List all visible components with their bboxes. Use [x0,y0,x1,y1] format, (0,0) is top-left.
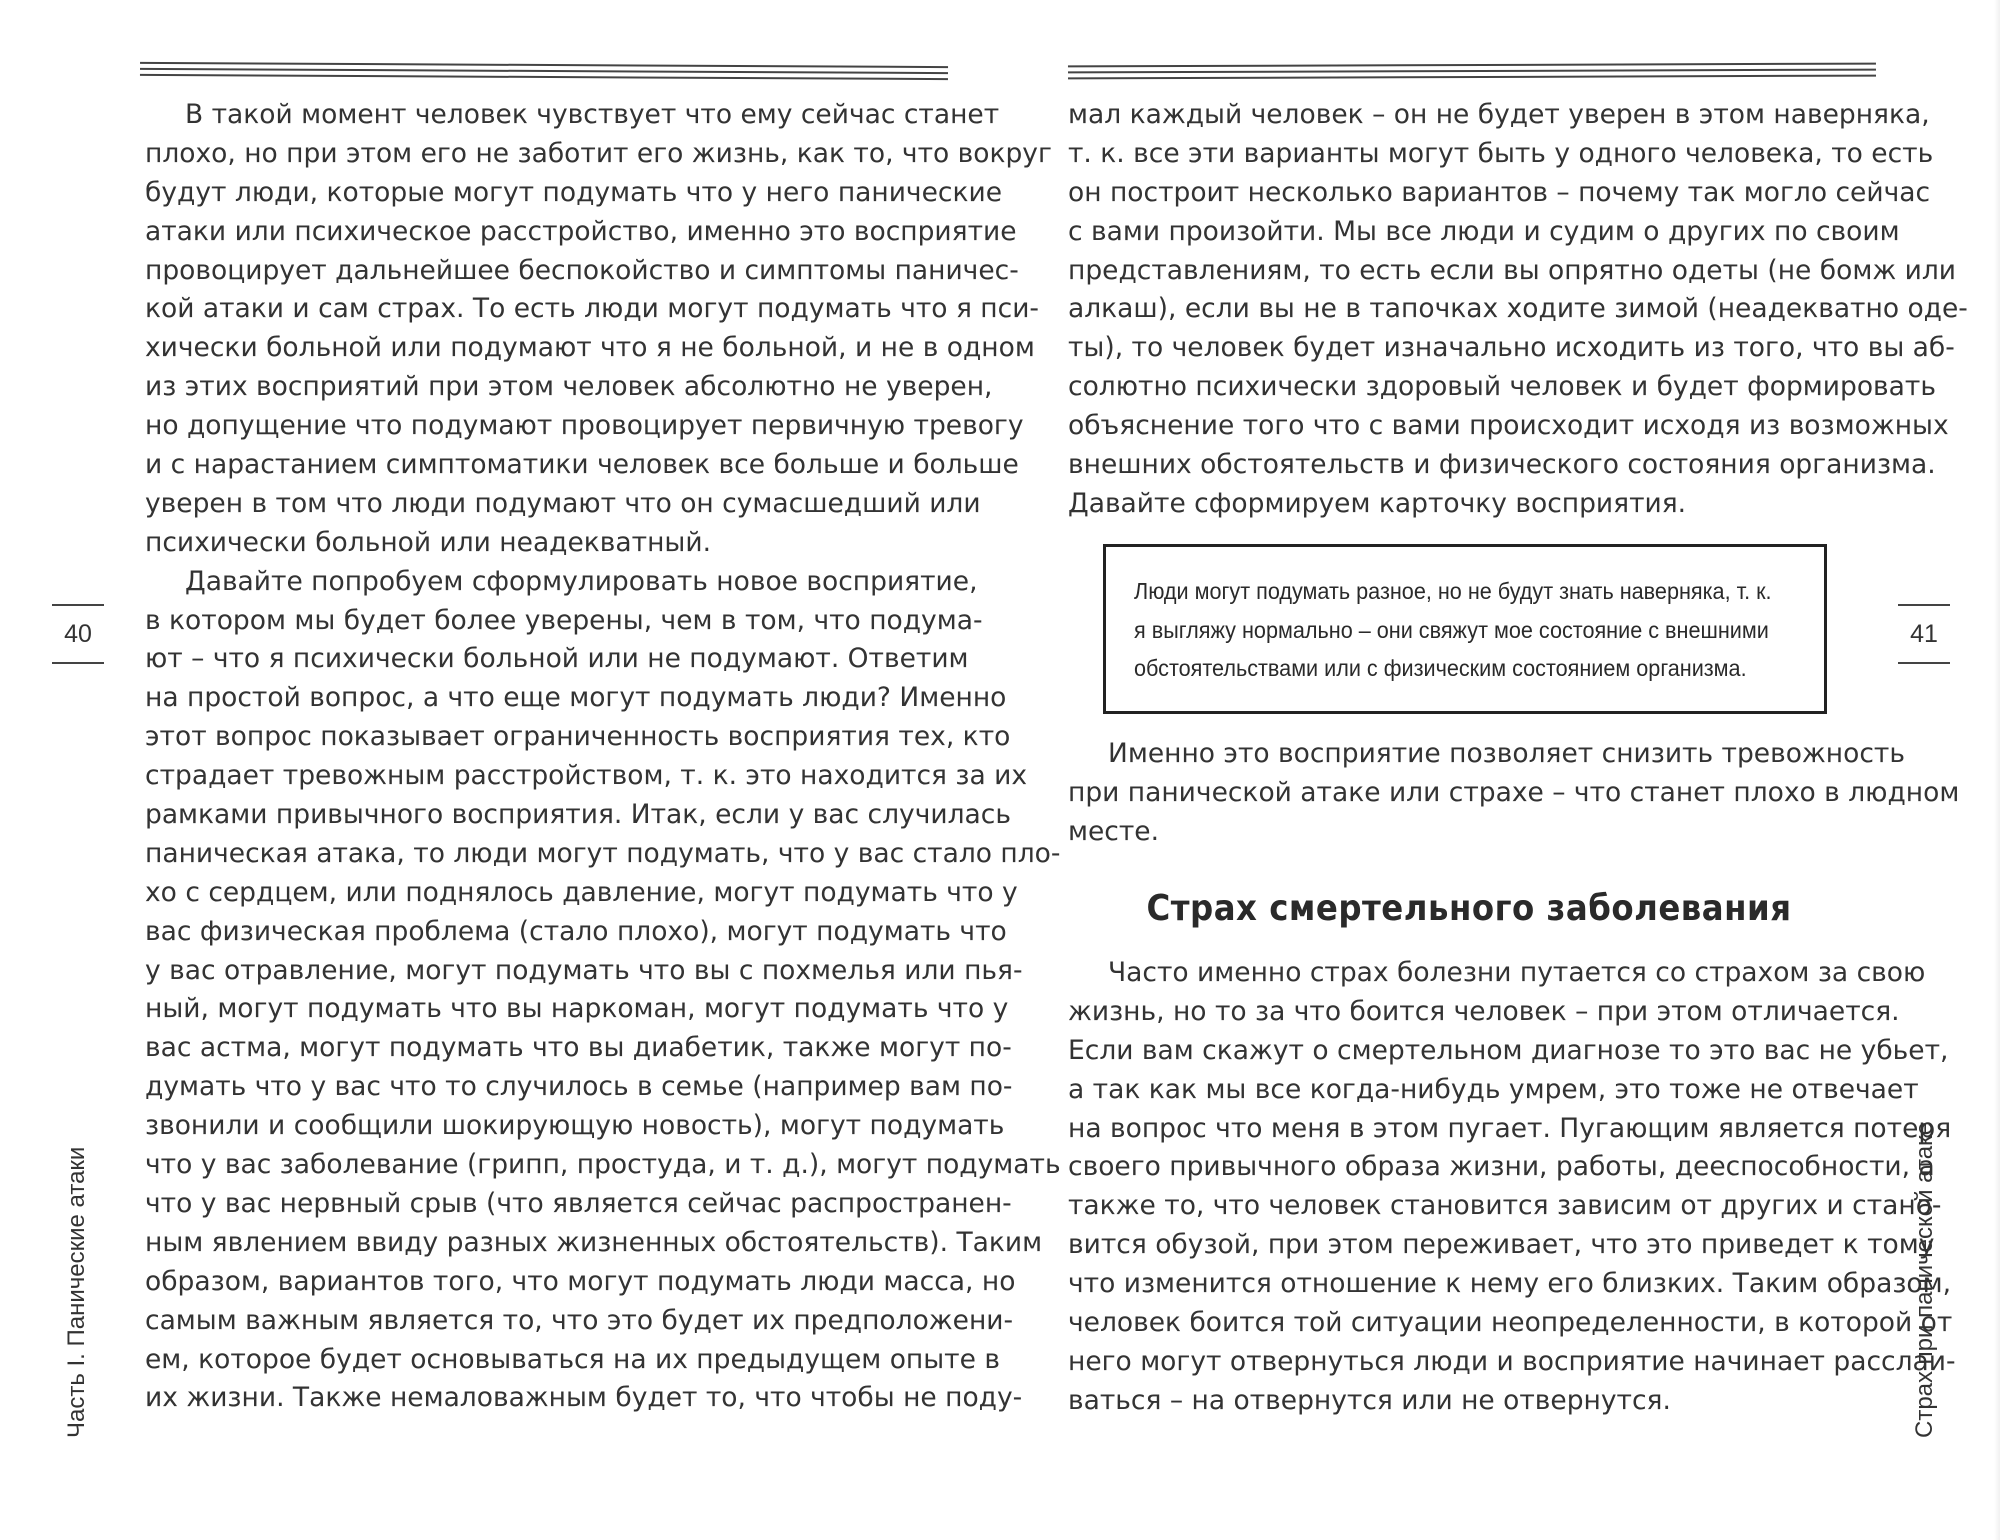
text-line: Если вам скажут о смертельном диагнозе то это вас не убьет, [1068,1034,1949,1066]
left-page-text [145,96,1061,1418]
left-header-rule [140,62,948,82]
text-line: внешних обстоятельств и физического состояния организма. [1068,449,1936,481]
text-line: звонили и сообщили шокирующую новость), могут подумать [145,1110,1005,1142]
right-page-text-top [1068,96,1968,524]
text-line: ным явлением ввиду разных жизненных обстоятельств). Таким [145,1226,1043,1258]
text-line: вас астма, могут подумать что вы диабетик, также могут по- [145,1032,1012,1064]
text-line: ты), то человек будет изначально исходить из того, что вы аб- [1068,332,1955,364]
text-line: мал каждый человек – он не будет уверен в этом наверняка, [1068,99,1930,130]
callout-line: обстоятельствами или с физическим состоянием организма. [1134,655,1747,681]
text-line: а так как мы все когда-нибудь умрем, это тоже не отвечает [1068,1073,1919,1105]
page-number-rule [52,662,104,664]
callout-line: я выгляжу нормально – они свяжут мое состояние с внешними [1134,616,1769,643]
text-line: своего привычного образа жизни, работы, дееспособности, а [1068,1151,1935,1183]
text-line: человек боится той ситуации неопределенности, в которой от [1068,1307,1953,1339]
text-line: т. к. все эти варианты могут быть у одного человека, то есть [1068,137,1934,169]
page-number-left [52,604,104,664]
page-number: 41 [1910,620,1938,648]
text-line: у вас отравление, могут подумать что вы с похмелья или пья- [145,954,1023,986]
text-line: что у вас нервный срыв (что является сейчас распространен- [145,1187,1012,1219]
right-header-rule [1068,63,1876,82]
text-line: объяснение того что с вами происходит исходя из возможных [1068,410,1949,442]
page-number-rule [1898,662,1950,664]
text-line: ваться – на отвернутся или не отвернутся. [1068,1384,1671,1416]
text-line: Давайте попробуем сформулировать новое восприятие, [185,565,978,597]
running-head-right: Страх при панической атаке [1911,1121,1938,1438]
text-line: психически больной или неадекватный. [145,526,711,558]
text-line: на вопрос что меня в этом пугает. Пугающим является потеря [1068,1112,1952,1144]
callout-line: Люди могут подумать разное, но не будут знать наверняка, т. к. [1134,578,1772,604]
text-line: ют – что я психически больной или не подумают. Ответим [145,643,969,675]
text-line: но допущение что подумают провоцирует первичную тревогу [145,410,1024,442]
text-line: будут люди, которые могут подумать что у него панические [145,176,1002,208]
text-line: хически больной или подумают что я не больной, и не в одном [145,332,1035,364]
text-line: что изменится отношение к нему его близких. Таким образом, [1068,1268,1952,1300]
right-page-text-middle [1068,735,1960,852]
text-line: плохо, но при этом его не заботит его жизнь, как то, что вокруг [145,137,1052,169]
page-number-right [1898,604,1950,664]
text-line: их жизни. Также немаловажным будет то, что чтобы не поду- [145,1382,1023,1414]
text-line: на простой вопрос, а что еще могут подумать люди? Именно [145,682,1007,714]
text-line: него могут отвернуться люди и восприятие начинает расслаи- [1068,1345,1956,1377]
text-line: уверен в том что люди подумают что он сумасшедший или [145,487,981,519]
text-line: кой атаки и сам страх. То есть люди могут подумать что я пси- [145,293,1039,325]
text-line: он построит несколько вариантов – почему так могло сейчас [1068,176,1931,208]
text-line: при панической атаке или страхе – что станет плохо в людном [1068,776,1960,808]
page-edge-shadow [1994,0,2000,1540]
text-line: Часто именно страх болезни путается со страхом за свою [1108,957,1926,988]
text-line: что у вас заболевание (грипп, простуда, и т. д.), могут подумать [145,1149,1061,1181]
text-line: Именно это восприятие позволяет снизить тревожность [1108,738,1905,769]
page-number: 40 [64,620,92,648]
running-head-left: Часть I. Панические атаки [63,1146,90,1438]
section-heading: Страх смертельного заболевания [1146,888,1792,929]
text-line: жизнь, но то за что боится человек – при этом отличается. [1068,995,1900,1027]
text-line: паническая атака, то люди могут подумать, что у вас стало пло- [145,837,1061,869]
text-line: вас физическая проблема (стало плохо), могут подумать что [145,915,1007,947]
text-line: алкаш), если вы не в тапочках ходите зимой (неадекватно оде- [1068,293,1968,325]
text-line: образом, вариантов того, что могут подумать люди масса, но [145,1265,1016,1297]
text-line: солютно психически здоровый человек и будет формировать [1068,371,1936,403]
text-line: провоцирует дальнейшее беспокойство и симптомы паничес- [145,254,1019,286]
text-line: представлениям, то есть если вы опрятно одеты (не бомж или [1068,254,1956,286]
text-line: В такой момент человек чувствует что ему сейчас станет [185,99,1000,130]
text-line: ем, которое будет основываться на их предыдущем опыте в [145,1343,1000,1375]
text-line: Давайте сформируем карточку восприятия. [1068,487,1687,519]
text-line: атаки или психическое расстройство, именно это восприятие [145,215,1017,247]
text-line: хо с сердцем, или поднялось давление, могут подумать что у [145,876,1018,908]
text-line: из этих восприятий при этом человек абсолютно не уверен, [145,371,993,403]
perception-card [1103,544,1827,714]
text-line: с вами произойти. Мы все люди и судим о других по своим [1068,215,1900,247]
text-line: страдает тревожным расстройством, т. к. это находится за их [145,760,1028,792]
text-line: ный, могут подумать что вы наркоман, могут подумать что у [145,993,1009,1025]
text-line: вится обузой, при этом переживает, что это приведет к тому [1068,1229,1935,1261]
text-line: рамками привычного восприятия. Итак, если у вас случилась [145,799,1011,831]
text-line: и с нарастанием симптоматики человек все больше и больше [145,449,1019,481]
text-line: в котором мы будет более уверены, чем в том, что подума- [145,604,983,636]
text-line: также то, что человек становится зависим от других и стано- [1068,1190,1942,1222]
text-line: самым важным является то, что это будет их предположени- [145,1304,1014,1336]
text-line: месте. [1068,815,1160,847]
text-line: этот вопрос показывает ограниченность восприятия тех, кто [145,721,1011,753]
text-line: думать что у вас что то случилось в семье (например вам по- [145,1071,1013,1103]
